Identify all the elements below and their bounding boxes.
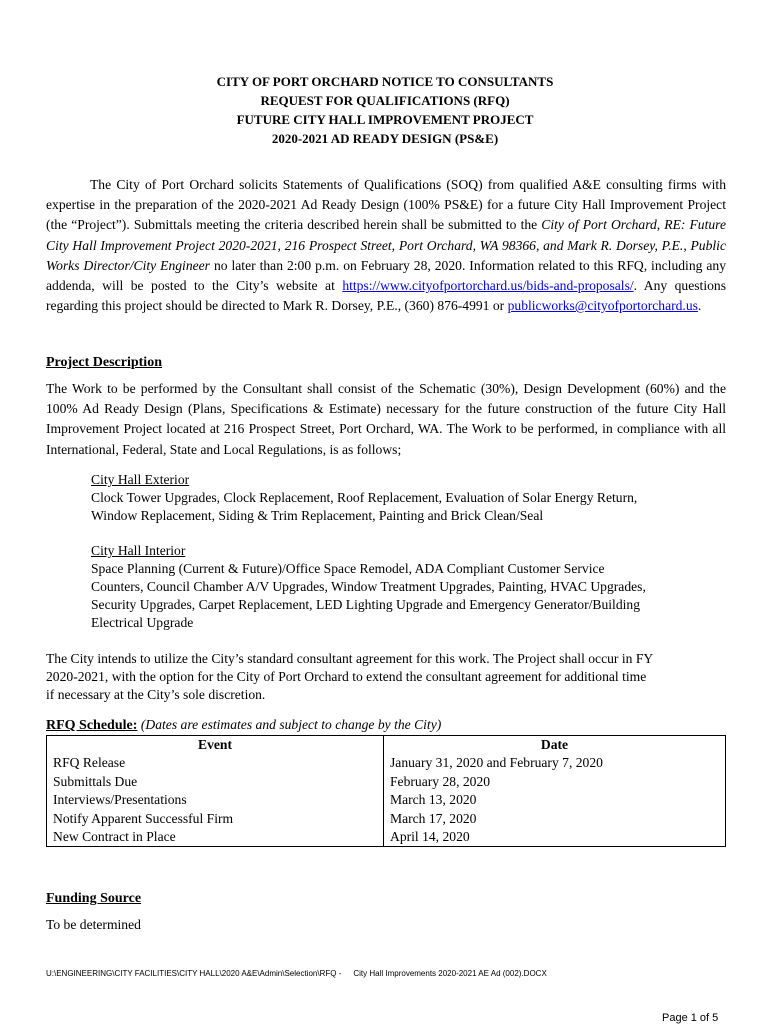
schedule-heading: RFQ Schedule: xyxy=(46,718,138,733)
agreement-line-2: 2020-2021, with the option for the City of Port Orchard to extend the consultant agreement for additional time xyxy=(46,669,647,684)
agreement-paragraph xyxy=(46,650,736,704)
page-number: Page 1 of 5 xyxy=(662,1012,719,1024)
schedule-header-row xyxy=(47,736,726,755)
table-row xyxy=(47,791,726,809)
intro-submission-address: City of Port Orchard, RE: Future City Hall Improvement Project 2020-2021, 216 Prospect Street, Port Orchard, WA 98366, and Mark R. Dorsey, P.E., Public Works Director/City Engineer xyxy=(46,217,726,273)
event-cell: Submittals Due xyxy=(47,773,384,791)
event-cell: Interviews/Presentations xyxy=(47,791,384,809)
project-description-heading: Project Description xyxy=(46,355,162,370)
exterior-heading: City Hall Exterior xyxy=(91,472,190,487)
intro-text-1: The City of Port Orchard solicits Statements of Qualifications (SOQ) from qualified A&E consulting firms with expertise in the preparation of the 2020-2021 Ad Ready Design (100% PS&E) for a future City Hall Improvement Project (the “Project”). Submittals meeting the criteria described herein shall be submitted to the xyxy=(46,177,726,233)
interior-line-2: Counters, Council Chamber A/V Upgrades, Window Treatment Upgrades, Painting, HVAC Upgrades, xyxy=(91,579,646,594)
intro-text-4: . xyxy=(697,298,702,314)
title-line-2: REQUEST FOR QUALIFICATIONS (RFQ) xyxy=(260,93,510,108)
title-line-1: CITY OF PORT ORCHARD NOTICE TO CONSULTANTS xyxy=(216,74,554,89)
exterior-line-1: Clock Tower Upgrades, Clock Replacement, Roof Replacement, Evaluation of Solar Energy Return, xyxy=(91,490,638,505)
agreement-line-1: The City intends to utilize the City’s standard consultant agreement for this work. The Project shall occur in FY xyxy=(46,651,654,666)
title-line-4: 2020-2021 AD READY DESIGN (PS&E) xyxy=(271,131,499,146)
funding-source-heading: Funding Source xyxy=(46,891,142,906)
interior-heading: City Hall Interior xyxy=(91,543,186,558)
date-cell: April 14, 2020 xyxy=(384,828,726,847)
date-cell: February 28, 2020 xyxy=(384,773,726,791)
event-cell: RFQ Release xyxy=(47,754,384,772)
website-link[interactable]: https://www.cityofportorchard.us/bids-and-proposals/ xyxy=(342,278,634,294)
agreement-line-3: if necessary at the City’s sole discretion. xyxy=(46,687,266,702)
column-header-event: Event xyxy=(47,736,384,755)
table-row xyxy=(47,828,726,847)
interior-line-1: Space Planning (Current & Future)/Office Space Remodel, ADA Compliant Customer Service xyxy=(91,561,605,576)
event-cell: Notify Apparent Successful Firm xyxy=(47,810,384,828)
schedule-heading-row xyxy=(46,717,441,734)
intro-text-2: no later than 2:00 p.m. on February 28, 2020. Information related to this RFQ, including any addenda, will be posted to the City’s website at xyxy=(46,257,726,294)
date-cell: January 31, 2020 and February 7, 2020 xyxy=(384,754,726,772)
exterior-line-2: Window Replacement, Siding & Trim Replacement, Painting and Brick Clean/Seal xyxy=(91,508,544,523)
exterior-section xyxy=(91,471,731,525)
document-title xyxy=(0,72,770,148)
email-link[interactable]: publicworks@cityofportorchard.us xyxy=(507,298,698,314)
table-row xyxy=(47,773,726,791)
intro-text-3: . Any questions regarding this project should be directed to Mark R. Dorsey, P.E., (360) 876-4991 or xyxy=(46,278,726,314)
footer-path-text: U:\ENGINEERING\CITY FACILITIES\CITY HALL\2020 A&E\Admin\Selection\RFQ - xyxy=(46,969,342,978)
footer-file-path xyxy=(46,969,547,978)
interior-line-4: Electrical Upgrade xyxy=(91,615,194,630)
table-row xyxy=(47,754,726,772)
column-header-date: Date xyxy=(384,736,726,755)
table-row xyxy=(47,810,726,828)
schedule-table xyxy=(46,735,726,847)
title-line-3: FUTURE CITY HALL IMPROVEMENT PROJECT xyxy=(236,112,534,127)
schedule-note: (Dates are estimates and subject to change by the City) xyxy=(140,717,442,732)
footer-file-name: City Hall Improvements 2020-2021 AE Ad (002).DOCX xyxy=(353,969,547,978)
intro-paragraph xyxy=(46,175,726,316)
event-cell: New Contract in Place xyxy=(47,828,384,847)
funding-source-text: To be determined xyxy=(46,917,141,932)
date-cell: March 13, 2020 xyxy=(384,791,726,809)
interior-section xyxy=(91,542,731,632)
date-cell: March 17, 2020 xyxy=(384,810,726,828)
interior-line-3: Security Upgrades, Carpet Replacement, LED Lighting Upgrade and Emergency Generator/Building xyxy=(91,597,640,612)
project-description-text: The Work to be performed by the Consultant shall consist of the Schematic (30%), Design Development (60%) and the 100% Ad Ready Design (Plans, Specifications & Estimate) necessary for the future construction of the future City Hall Improvement Project located at 216 Prospect Street, Port Orchard, WA. The Work to be performed, in compliance with all International, Federal, State and Local Regulations, is as follows; xyxy=(46,381,726,457)
